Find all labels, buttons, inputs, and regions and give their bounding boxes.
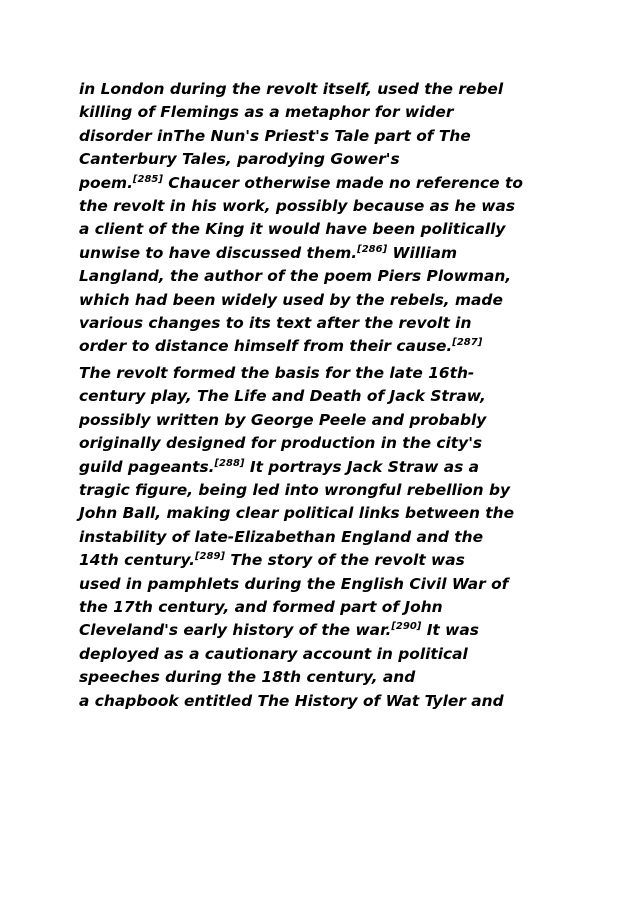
text-run: John Ball, making clear political links between the: [79, 504, 515, 523]
text-run: Cleveland's early history of the war.: [79, 621, 392, 640]
text-line: [79, 362, 579, 385]
text-run: speeches during the 18th century, and: [79, 668, 416, 687]
text-run: in London during the revolt itself, used the rebel: [79, 80, 504, 98]
text-run: a client of the King it would have been politically: [79, 220, 506, 239]
citation-link[interactable]: [289]: [194, 551, 225, 562]
text-run: order to distance himself from their cause.: [79, 337, 453, 356]
text-line: [79, 573, 579, 596]
text-line: [79, 148, 579, 171]
text-line: [79, 125, 579, 148]
text-run: a chapbook entitled The History of Wat Tyler and: [79, 691, 504, 710]
citation-link[interactable]: [288]: [214, 457, 245, 469]
text-line: [79, 101, 579, 124]
citation-link[interactable]: [286]: [357, 243, 388, 255]
text-line: [79, 242, 579, 265]
text-line: [79, 619, 579, 642]
text-run: Canterbury Tales, parodying Gower's: [79, 150, 400, 169]
text-run: originally designed for production in the city's: [79, 434, 483, 453]
text-line: [79, 502, 579, 525]
text-line: [79, 289, 579, 312]
text-line: [79, 195, 579, 218]
text-line: [79, 549, 579, 572]
text-run: poem.: [79, 173, 133, 192]
text-line: [79, 78, 579, 101]
paragraph: [79, 78, 579, 359]
text-line: [79, 596, 579, 619]
text-line: [79, 265, 579, 288]
text-run: William: [387, 243, 458, 262]
text-run: killing of Flemings as a metaphor for wider: [79, 103, 454, 122]
text-line: [79, 385, 579, 408]
text-line: [79, 666, 579, 689]
text-line: [79, 312, 579, 335]
text-run: used in pamphlets during the English Civil War of: [79, 574, 509, 593]
text-line: [79, 479, 579, 502]
text-run: guild pageants.: [79, 457, 215, 476]
text-run: deployed as a cautionary account in political: [79, 644, 468, 663]
text-run: 14th century.: [79, 551, 195, 570]
text-line: [79, 335, 579, 358]
text-line: [79, 432, 579, 455]
text-line: [79, 409, 579, 432]
text-run: It was: [421, 621, 479, 640]
text-run: The story of the revolt was: [225, 551, 465, 570]
citation-link[interactable]: [285]: [132, 173, 163, 185]
text-run: various changes to its text after the revolt in: [79, 314, 472, 333]
citation-link[interactable]: [290]: [391, 621, 422, 633]
text-run: The revolt formed the basis for the late 16th-: [79, 363, 475, 382]
text-line: [79, 526, 579, 549]
document-page: [79, 78, 579, 713]
text-run: Langland, the author of the poem Piers Plowman,: [79, 267, 512, 286]
text-run: tragic figure, being led into wrongful rebellion by: [79, 480, 510, 499]
text-line: [79, 218, 579, 241]
text-line: [79, 456, 579, 479]
text-run: century play, The Life and Death of Jack Straw,: [79, 387, 486, 406]
text-line: [79, 643, 579, 666]
text-line: [79, 172, 579, 195]
text-run: the revolt in his work, possibly because as he was: [79, 197, 516, 216]
text-run: Chaucer otherwise made no reference to: [162, 173, 523, 192]
text-run: unwise to have discussed them.: [79, 243, 358, 262]
paragraph: [79, 362, 579, 713]
text-run: the 17th century, and formed part of John: [79, 597, 443, 616]
text-run: disorder inThe Nun's Priest's Tale part of The: [79, 126, 471, 145]
citation-link[interactable]: [287]: [452, 337, 483, 349]
text-run: instability of late-Elizabethan England and the: [79, 527, 484, 546]
text-run: It portrays Jack Straw as a: [244, 457, 479, 476]
text-run: which had been widely used by the rebels, made: [79, 290, 503, 309]
text-run: possibly written by George Peele and probably: [79, 410, 487, 429]
text-line: [79, 690, 579, 713]
